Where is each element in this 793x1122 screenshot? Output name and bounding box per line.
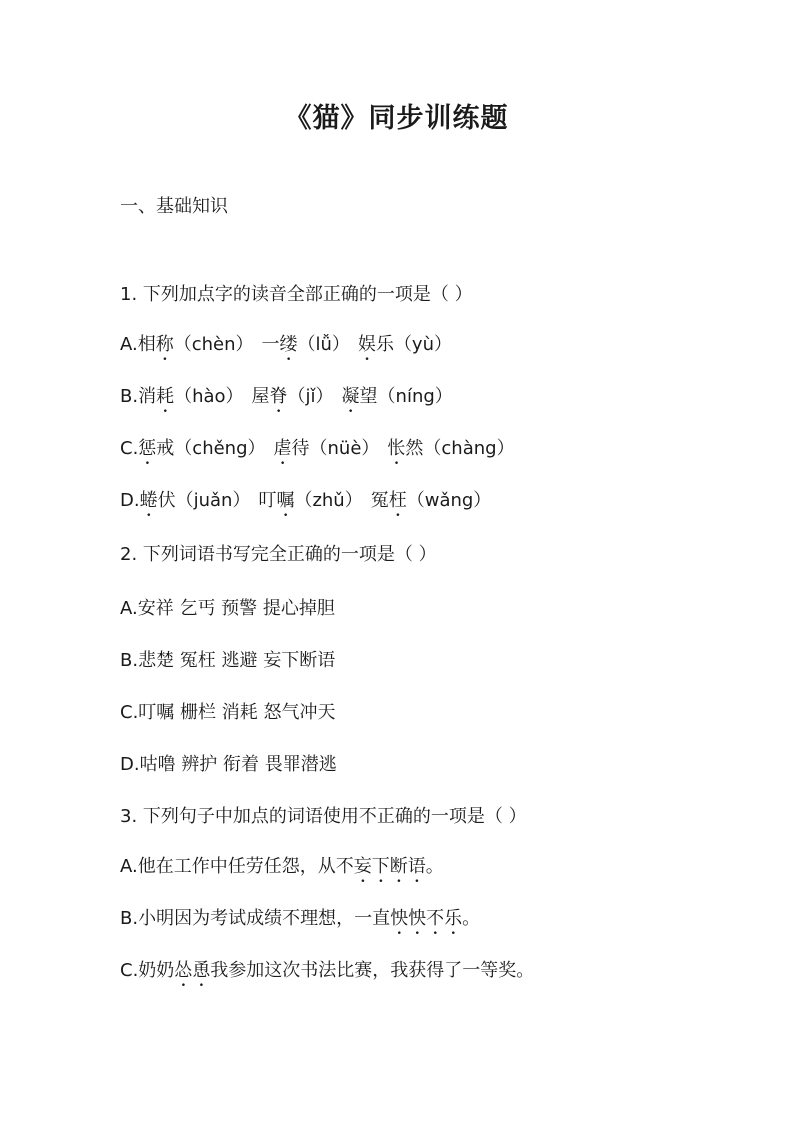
text-segment: （nüè） — [309, 438, 380, 459]
text-segment: （yù） — [393, 334, 452, 355]
text-segment: 相 — [137, 334, 156, 355]
text-segment: （hào） — [174, 386, 244, 407]
dotted-char: 惩 — [138, 438, 157, 459]
question-3-option-b — [120, 904, 480, 939]
question-3-option-c — [120, 956, 534, 991]
text-segment: A. — [120, 334, 138, 355]
question-1-option-c — [120, 434, 515, 469]
text-segment: 消 — [138, 386, 157, 407]
text-segment: 一 — [261, 334, 280, 355]
question-2-option-a: A.安祥 乞丐 预警 提心掉胆 — [120, 598, 335, 619]
dotted-char: 枉 — [388, 490, 407, 511]
dotted-char: 耗 — [156, 386, 175, 407]
dotted-phrase: 妄下断语 — [353, 856, 426, 877]
text-segment: 叮 — [258, 490, 277, 511]
page-title: 《猫》同步训练题 — [284, 103, 509, 134]
text-segment: （chàng） — [423, 438, 515, 459]
text-segment: 。 — [425, 856, 444, 877]
question-2-stem: 2. 下列词语书写完全正确的一项是（ ） — [120, 544, 437, 565]
question-1-option-d — [120, 486, 491, 521]
dotted-char: 娱 — [357, 334, 376, 355]
text-segment: 乐 — [375, 334, 394, 355]
question-2-option-c: C.叮嘱 栅栏 消耗 怒气冲天 — [120, 702, 336, 723]
text-segment: 冤 — [370, 490, 389, 511]
text-segment: （chèn） — [173, 334, 254, 355]
dotted-char: 凝 — [341, 386, 360, 407]
text-segment: C. — [120, 438, 139, 459]
text-segment: （jǐ） — [287, 386, 334, 407]
text-segment: （zhǔ） — [294, 490, 363, 511]
question-2-option-d: D.咕噜 辨护 衔着 畏罪潜逃 — [120, 754, 337, 775]
question-1-option-a — [120, 330, 452, 365]
text-segment: 望 — [359, 386, 378, 407]
text-segment: 屋 — [251, 386, 270, 407]
dotted-char: 缕 — [279, 334, 298, 355]
text-segment: 伏 — [157, 490, 176, 511]
text-segment: A.他在工作中任劳任怨，从不 — [120, 856, 354, 877]
section-heading: 一、基础知识 — [120, 196, 228, 217]
text-segment: D. — [120, 490, 140, 511]
text-segment: C.奶奶 — [120, 960, 175, 981]
text-segment: （wǎng） — [406, 490, 492, 511]
text-segment: 我参加这次书法比赛，我获得了一等奖。 — [210, 960, 535, 981]
dotted-char: 脊 — [269, 386, 288, 407]
text-segment: （níng） — [377, 386, 453, 407]
dotted-char: 嘱 — [276, 490, 295, 511]
dotted-char: 蜷 — [139, 490, 158, 511]
question-1-stem: 1. 下列加点字的读音全部正确的一项是（ ） — [120, 284, 473, 305]
question-1-option-b — [120, 382, 453, 417]
question-2-option-b: B.悲楚 冤枉 逃避 妄下断语 — [120, 650, 336, 671]
question-3-stem: 3. 下列句子中加点的词语使用不正确的一项是（ ） — [120, 806, 527, 827]
text-segment: （lǚ） — [297, 334, 350, 355]
text-segment: （juǎn） — [175, 490, 251, 511]
question-3-option-a — [120, 852, 444, 887]
text-segment: 。 — [462, 908, 481, 929]
text-segment: B.小明因为考试成绩不理想，一直 — [120, 908, 391, 929]
text-segment: （chěng） — [174, 438, 266, 459]
dotted-phrase: 怂恿 — [174, 960, 211, 981]
dotted-phrase: 怏怏不乐 — [390, 908, 463, 929]
text-segment: 戒 — [156, 438, 175, 459]
text-segment: 然 — [405, 438, 424, 459]
text-segment: B. — [120, 386, 139, 407]
dotted-char: 怅 — [387, 438, 406, 459]
dotted-char: 虐 — [273, 438, 292, 459]
dotted-char: 称 — [155, 334, 174, 355]
text-segment: 待 — [291, 438, 310, 459]
